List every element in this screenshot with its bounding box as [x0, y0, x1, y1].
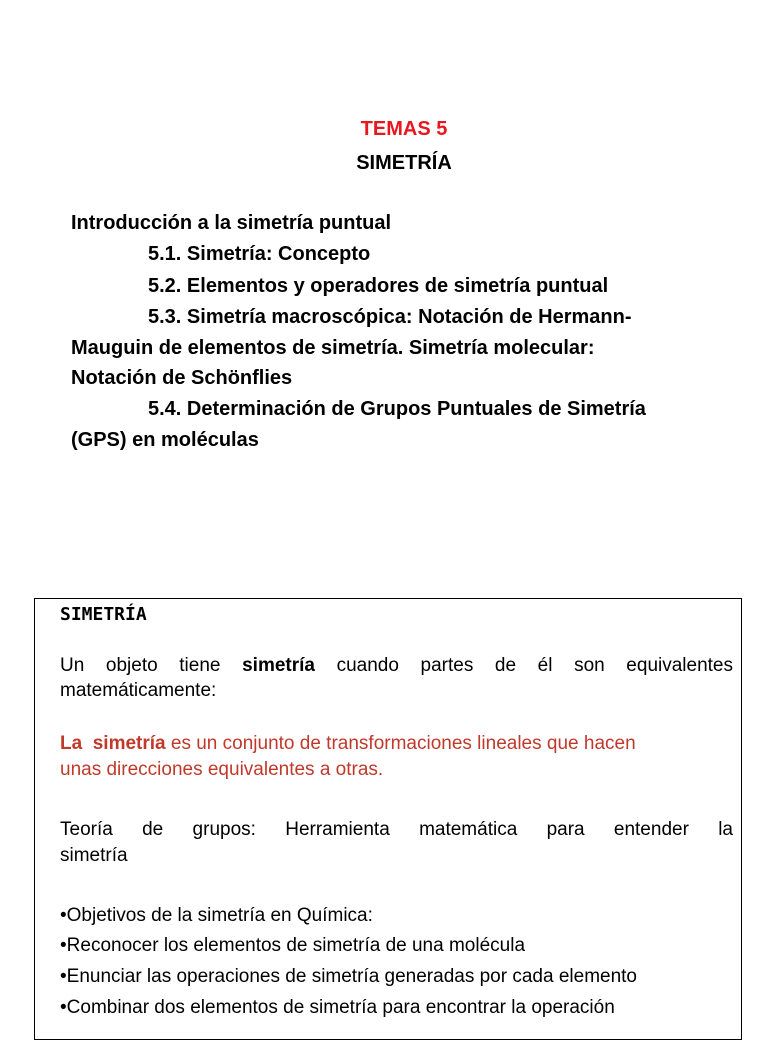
p1-text-post: cuando partes de él son equivalentes [336, 655, 733, 676]
paragraph-1-line2: matemáticamente: [60, 680, 217, 701]
toc-item-5-3-line3: Notación de Schönflies [71, 367, 293, 389]
p2-bold-term: La simetría [60, 733, 166, 754]
paragraph-3-line2: simetría [60, 845, 128, 866]
bullet-item: •Objetivos de la simetría en Química: [60, 905, 373, 926]
toc-item-5-4-line1: 5.4. Determinación de Grupos Puntuales de Simetría [148, 398, 646, 420]
toc-item-5-2: 5.2. Elementos y operadores de simetría puntual [148, 275, 609, 297]
paragraph-1-line1 [60, 655, 733, 677]
paragraph-2-line1 [60, 733, 636, 755]
slide-title: TEMAS 5 [360, 118, 448, 140]
intro-line: Introducción a la simetría puntual [71, 212, 392, 234]
toc-item-5-1: 5.1. Simetría: Concepto [148, 243, 371, 265]
bullet-item: •Enunciar las operaciones de simetría generadas por cada elemento [60, 966, 637, 987]
bullet-item: •Combinar dos elementos de simetría para encontrar la operación [60, 997, 615, 1018]
p1-text-pre: Un objeto tiene [60, 655, 221, 676]
p2-text: es un conjunto de transformaciones lineales que hacen [170, 733, 636, 754]
toc-item-5-3-line2: Mauguin de elementos de simetría. Simetría molecular: [71, 337, 595, 359]
bullet-item: •Reconocer los elementos de simetría de una molécula [60, 935, 526, 956]
slide-subtitle: SIMETRÍA [356, 152, 452, 174]
paragraph-3-line1: Teoría de grupos: Herramienta matemática para entender la [60, 819, 733, 840]
toc-item-5-3-line1: 5.3. Simetría macroscópica: Notación de Hermann- [148, 306, 632, 328]
p1-bold-term: simetría [242, 655, 315, 676]
toc-item-5-4-line2: (GPS) en moléculas [71, 429, 259, 451]
slide2-heading: SIMETRÍA [60, 604, 147, 625]
slide-2 [34, 598, 742, 1040]
paragraph-2-line2: unas direcciones equivalentes a otras. [60, 759, 384, 780]
